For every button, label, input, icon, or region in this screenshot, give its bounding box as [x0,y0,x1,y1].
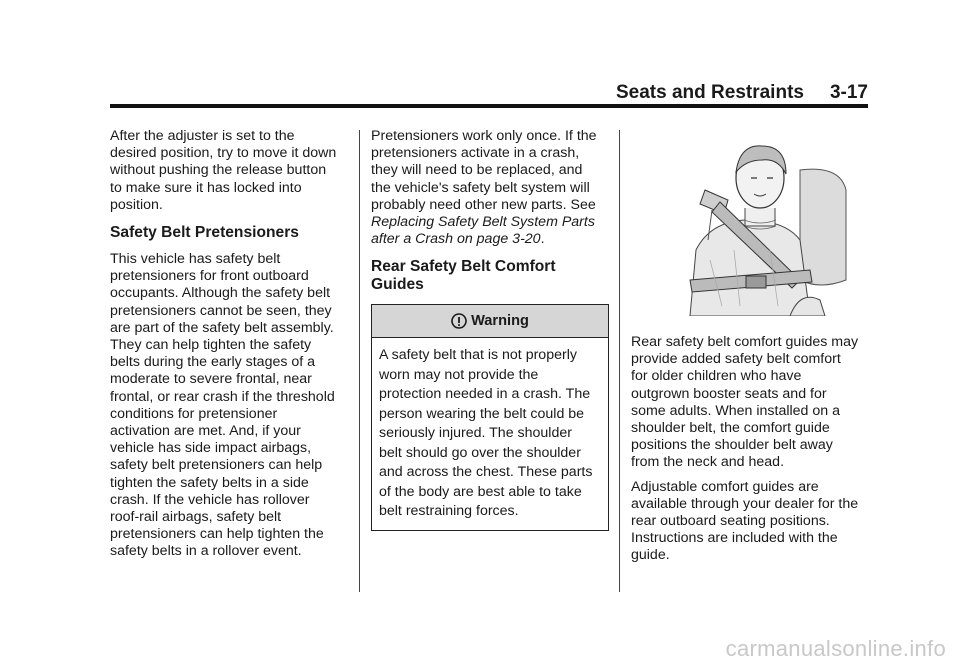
seatbelt-comfort-guide-illustration [650,130,850,316]
warning-box [371,304,609,531]
page-number: 3-17 [829,82,868,103]
adjustable-guides-paragraph: Adjustable comfort guides are available through your dealer for the rear outboard seating positions. Instructions are included with the guide. [631,478,859,564]
intro-paragraph: After the adjuster is set to the desired position, try to move it down without pushing the release button to make sure it has locked into position. [110,128,337,213]
header-rule [110,104,868,108]
column-1 [110,128,350,568]
page-header [110,82,868,104]
comfort-guides-paragraph: Rear safety belt comfort guides may provide added safety belt comfort for older children who have outgrown booster seats and for some adults. When installed on a shoulder belt, the comfort guide positions the shoulder belt away from the neck and head. [631,334,859,471]
section-title: Seats and Restraints [616,82,804,103]
column-divider [359,130,360,592]
section-heading-comfort-guides: Rear Safety Belt Comfort Guides [371,258,556,294]
warning-title: Warning [471,312,529,329]
pretensioners-once-text: Pretensioners work only once. If the pretensioners activate in a crash, they will need to be replaced, and the vehicle's safety belt system will probably need other new parts. See [371,128,597,213]
column-3 [631,334,871,572]
column-divider [619,130,620,592]
warning-header [372,305,608,338]
link-suffix: . [540,231,545,248]
section-heading-pretensioners: Safety Belt Pretensioners [110,224,299,242]
warning-icon [451,313,467,329]
watermark: carmanualsonline.info [725,636,946,661]
pretensioners-once-paragraph [371,128,609,248]
column-2 [371,128,609,531]
warning-body: A safety belt that is not properly worn may not provide the protection needed in a crash. The person wearing the belt could be seriously injured. The shoulder belt should go over the shoulder and across the chest. These parts of the body are best able to take belt restraining forces. [379,347,593,520]
cross-reference-link[interactable]: Replacing Safety Belt System Parts after a Crash on page 3-20 [371,214,595,248]
pretensioners-paragraph: This vehicle has safety belt pretensioners for front outboard occupants. Although the safety belt pretensioners cannot be seen, they are part of the safety belt assembly. They can help tighten the safety belts during the early stages of a moderate to severe frontal, near frontal, or rear crash if the threshold conditions for pretensioner activation are met. And, if your vehicle has side impact airbags, safety belt pretensioners can help tighten the safety belts in a side crash. If the vehicle has rollover roof-rail airbags, safety belt pretensioners can help tighten the safety belts in a rollover event. [110,251,335,560]
